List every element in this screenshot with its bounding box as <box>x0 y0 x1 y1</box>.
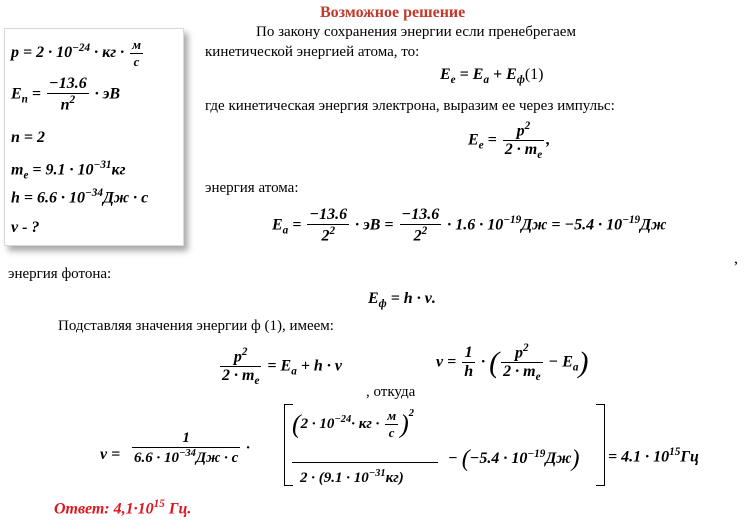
equation-5: $\frac{p^2}{2 \cdot m_e}$ = $E_a + h \cdot \nu$ <box>222 346 342 388</box>
given-n: n = 2 <box>11 129 46 146</box>
eq7-inner-fraction-bar <box>292 462 438 463</box>
text-line-3: где кинетическая энергия электрона, выразим ее через импульс: <box>205 98 615 114</box>
eq7-inner-numerator: ($2 \cdot 10^{-24}\cdot$ кг · $\frac{м}{с}$ )$^2$ <box>292 408 415 440</box>
text-line-4: энергия атома: <box>205 180 299 196</box>
eq7-inner-denominator: $2 \cdot (9.1 \cdot 10^{-31}кг)$ <box>300 468 404 486</box>
equation-1: $E_e = E_a + E_ф(1)$ <box>440 66 544 87</box>
eq3-comma: , <box>734 250 738 267</box>
answer: Ответ: $4,1\cdot 10^{15}$ Гц. <box>54 498 192 518</box>
given-unknown: ν - ? <box>11 219 40 236</box>
eq7-result: = $4.1 \cdot 10^{15}Гц$ <box>608 446 699 466</box>
given-box <box>4 28 184 246</box>
given-planck: $h = 6.6 \cdot 10^{-34}Дж \cdot с$ <box>11 187 149 207</box>
given-energy-level: $E_n$ = $\frac{-13.6}{n^2}$ · эВ <box>11 75 121 114</box>
right-bracket <box>596 404 605 486</box>
eq7-minus-term: − $(-5.4 \cdot 10^{-19}Дж)$ <box>448 446 580 472</box>
text-line-1: По закону сохранения энергии если пренебрегаем <box>256 24 576 40</box>
text-line-6: Подставляя значения энергии ф (1), имеем: <box>58 318 334 334</box>
otkuda-text: , откуда <box>366 384 416 400</box>
equation-3: $E_a$ = $\frac{-13.6}{2^2}$ · эВ = $\frac{-13.6}{2^2}$ · $1.6 \cdot 10^{-19}Дж = -5.4 \cdot 10^{-19}Дж$ <box>272 206 667 245</box>
eq7-lhs: ν = <box>100 446 121 463</box>
solution-title: Возможное решение <box>320 4 466 21</box>
equation-2: $E_e$ = $\frac{p^2}{2 \cdot m_e}$ , <box>468 120 551 162</box>
equation-6: ν = $\frac{1}{h}$ · ( $\frac{p^2}{2 \cdot m_e}$ − $E_a$) <box>436 342 589 384</box>
text-line-5: энергия фотона: <box>8 266 112 282</box>
given-electron-mass: $m_e = 9.1 \cdot 10^{-31}кг$ <box>11 159 126 182</box>
text-line-2: кинетической энергией атома, то: <box>205 44 420 60</box>
equation-4: $E_ф = h \cdot \nu$. <box>368 290 436 311</box>
given-momentum: $p = 2 \cdot 10^{-24}$ · кг · $\frac{м}{с}$ <box>11 37 142 69</box>
eq7-fraction: $\frac{1}{6.6 \cdot 10^{-34}Дж \cdot с}$ · <box>134 430 250 466</box>
